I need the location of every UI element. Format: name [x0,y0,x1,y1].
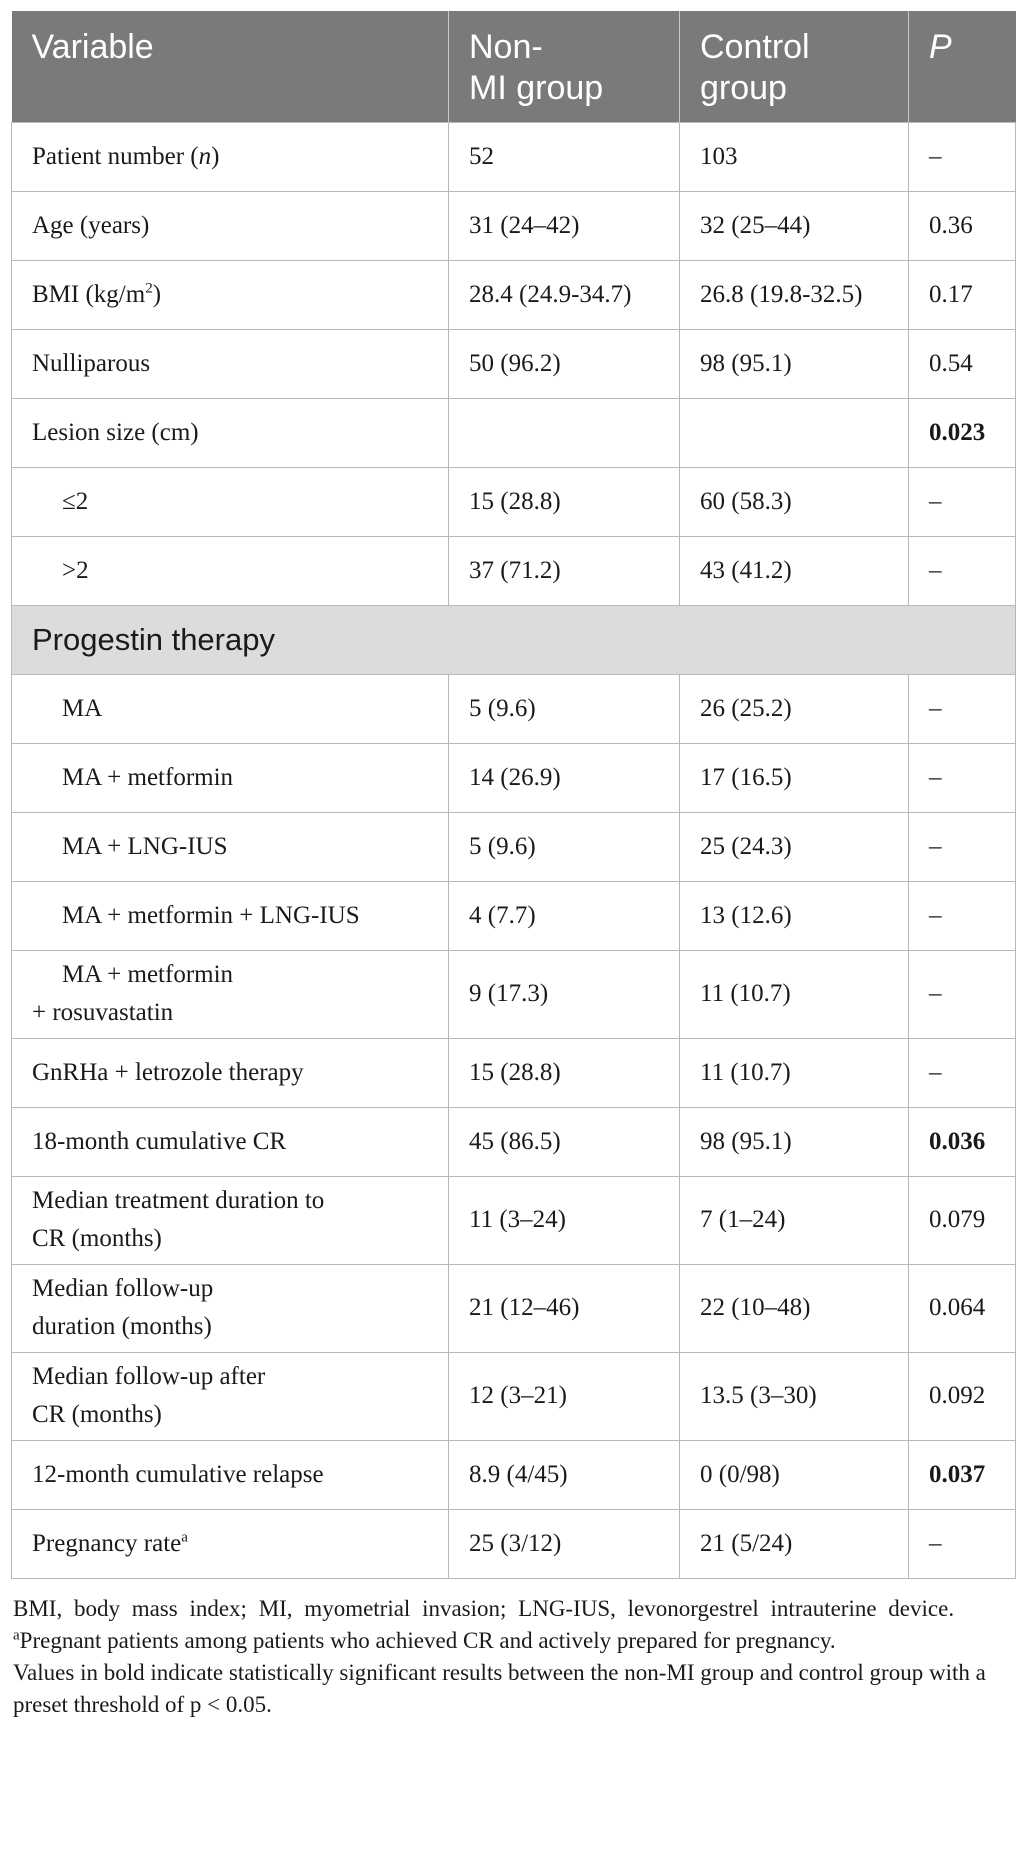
header-variable-label: Variable [31,28,154,66]
cell-non-mi: 45 (86.5) [449,1107,680,1176]
section-row [12,605,1016,674]
cell-variable [12,1264,449,1352]
cell-p: 0.037 [909,1440,1016,1509]
cell-non-mi: 9 (17.3) [449,950,680,1038]
footnote-bold-note: Values in bold indicate statistically significant results between the non-MI group and control group with a preset threshold of p < 0.05. [13,1659,986,1717]
header-control [680,11,909,122]
cell-variable [12,260,449,329]
table-row [12,1352,1016,1440]
cell-variable [12,950,449,1038]
cell-variable-italic: n [198,142,212,170]
cell-p: 0.092 [909,1352,1016,1440]
cell-variable: Nulliparous [12,329,449,398]
cell-non-mi: 50 (96.2) [449,329,680,398]
table-row [12,881,1016,950]
section-title: Progestin therapy [12,605,1016,674]
cell-control: 13.5 (3–30) [680,1352,909,1440]
cell-variable-superscript: 2 [145,280,153,297]
cell-variable-line2: duration (months) [32,1313,212,1340]
cell-non-mi: 37 (71.2) [449,536,680,605]
cell-non-mi: 5 (9.6) [449,674,680,743]
cell-non-mi: 8.9 (4/45) [449,1440,680,1509]
cell-variable-text: Pregnancy rate [32,1529,182,1557]
cell-p: – [909,950,1016,1038]
cell-p: 0.36 [909,191,1016,260]
cell-control: 103 [680,122,909,191]
cell-control: 7 (1–24) [680,1176,909,1264]
table-row [12,674,1016,743]
header-row [12,11,1016,122]
cell-variable: MA + metformin + LNG-IUS [12,881,449,950]
cell-control: 26.8 (19.8-32.5) [680,260,909,329]
cell-control: 25 (24.3) [680,812,909,881]
header-p [909,11,1016,122]
cell-non-mi: 12 (3–21) [449,1352,680,1440]
cell-variable: ≤2 [12,467,449,536]
cell-p: 0.064 [909,1264,1016,1352]
cell-control: 98 (95.1) [680,1107,909,1176]
cell-p: – [909,674,1016,743]
cell-p: 0.54 [909,329,1016,398]
table-row [12,122,1016,191]
table-row [12,191,1016,260]
table-row [12,1107,1016,1176]
cell-control: 98 (95.1) [680,329,909,398]
footnote-a [13,1625,1013,1657]
cell-control: 43 (41.2) [680,536,909,605]
header-control-line2: group [700,69,787,107]
table-row [12,398,1016,467]
cell-non-mi [449,398,680,467]
cell-control: 11 (10.7) [680,1038,909,1107]
cell-control: 22 (10–48) [680,1264,909,1352]
cell-non-mi: 28.4 (24.9-34.7) [449,260,680,329]
cell-variable: MA + metformin [12,743,449,812]
cell-p: 0.036 [909,1107,1016,1176]
table-container [11,11,1015,1721]
cell-variable: 18-month cumulative CR [12,1107,449,1176]
cell-control: 32 (25–44) [680,191,909,260]
cell-variable: 12-month cumulative relapse [12,1440,449,1509]
cell-control: 60 (58.3) [680,467,909,536]
table-row [12,812,1016,881]
cell-p: 0.079 [909,1176,1016,1264]
cell-control [680,398,909,467]
cell-non-mi: 21 (12–46) [449,1264,680,1352]
table-row [12,260,1016,329]
results-table [11,11,1016,1579]
table-row [12,329,1016,398]
cell-variable: Age (years) [12,191,449,260]
cell-p: 0.17 [909,260,1016,329]
cell-control: 26 (25.2) [680,674,909,743]
cell-variable-line2: CR (months) [32,1225,162,1252]
cell-variable-text: BMI (kg/m [32,280,146,308]
cell-non-mi: 52 [449,122,680,191]
cell-control: 13 (12.6) [680,881,909,950]
header-control-line1: Control [700,28,810,66]
cell-p: – [909,1038,1016,1107]
cell-variable-superscript: a [181,1529,188,1546]
cell-control: 0 (0/98) [680,1440,909,1509]
table-row [12,1038,1016,1107]
cell-variable [12,1509,449,1578]
table-row [12,950,1016,1038]
cell-non-mi: 14 (26.9) [449,743,680,812]
footnote-a-marker: a [13,1626,20,1643]
cell-variable: >2 [12,536,449,605]
cell-variable-line1: Median follow-up after [32,1363,266,1390]
table-row [12,467,1016,536]
cell-non-mi: 15 (28.8) [449,1038,680,1107]
cell-non-mi: 25 (3/12) [449,1509,680,1578]
cell-p: – [909,881,1016,950]
cell-non-mi: 31 (24–42) [449,191,680,260]
cell-variable [12,1176,449,1264]
cell-variable-tail: ) [152,280,162,308]
cell-p: 0.023 [909,398,1016,467]
footnote-abbreviations: BMI, body mass index; MI, myometrial invasion; LNG-IUS, levonorgestrel intrauterine device. [13,1595,955,1621]
cell-variable-line1: Median treatment duration to [32,1187,325,1214]
cell-non-mi: 5 (9.6) [449,812,680,881]
cell-p: – [909,743,1016,812]
cell-variable: GnRHa + letrozole therapy [12,1038,449,1107]
header-non-mi [449,11,680,122]
cell-variable: MA + LNG-IUS [12,812,449,881]
cell-variable: Lesion size (cm) [12,398,449,467]
table-row [12,536,1016,605]
header-p-label: P [929,28,952,66]
table-row [12,1264,1016,1352]
cell-p: – [909,122,1016,191]
cell-variable [12,122,449,191]
cell-p: – [909,812,1016,881]
cell-control: 21 (5/24) [680,1509,909,1578]
footnote-a-text: Pregnant patients among patients who achieved CR and actively prepared for pregnancy. [19,1627,836,1653]
cell-variable [12,1352,449,1440]
cell-variable-line1: Median follow-up [32,1275,214,1302]
table-row [12,1440,1016,1509]
header-non-mi-line2: MI group [469,69,604,107]
cell-variable: MA [12,674,449,743]
cell-p: – [909,536,1016,605]
cell-control: 11 (10.7) [680,950,909,1038]
cell-variable-tail: ) [211,142,220,170]
cell-control: 17 (16.5) [680,743,909,812]
header-non-mi-line1: Non- [469,28,543,66]
cell-non-mi: 4 (7.7) [449,881,680,950]
table-footnotes [11,1593,1015,1721]
cell-p: – [909,467,1016,536]
cell-non-mi: 15 (28.8) [449,467,680,536]
table-row [12,1509,1016,1578]
cell-variable-text: Patient number ( [32,142,199,170]
cell-non-mi: 11 (3–24) [449,1176,680,1264]
table-row [12,1176,1016,1264]
header-variable [12,11,449,122]
table-row [12,743,1016,812]
cell-variable-line1: MA + metformin [62,961,234,988]
cell-variable-line2: + rosuvastatin [32,999,174,1026]
cell-p: – [909,1509,1016,1578]
cell-variable-line2: CR (months) [32,1401,162,1428]
